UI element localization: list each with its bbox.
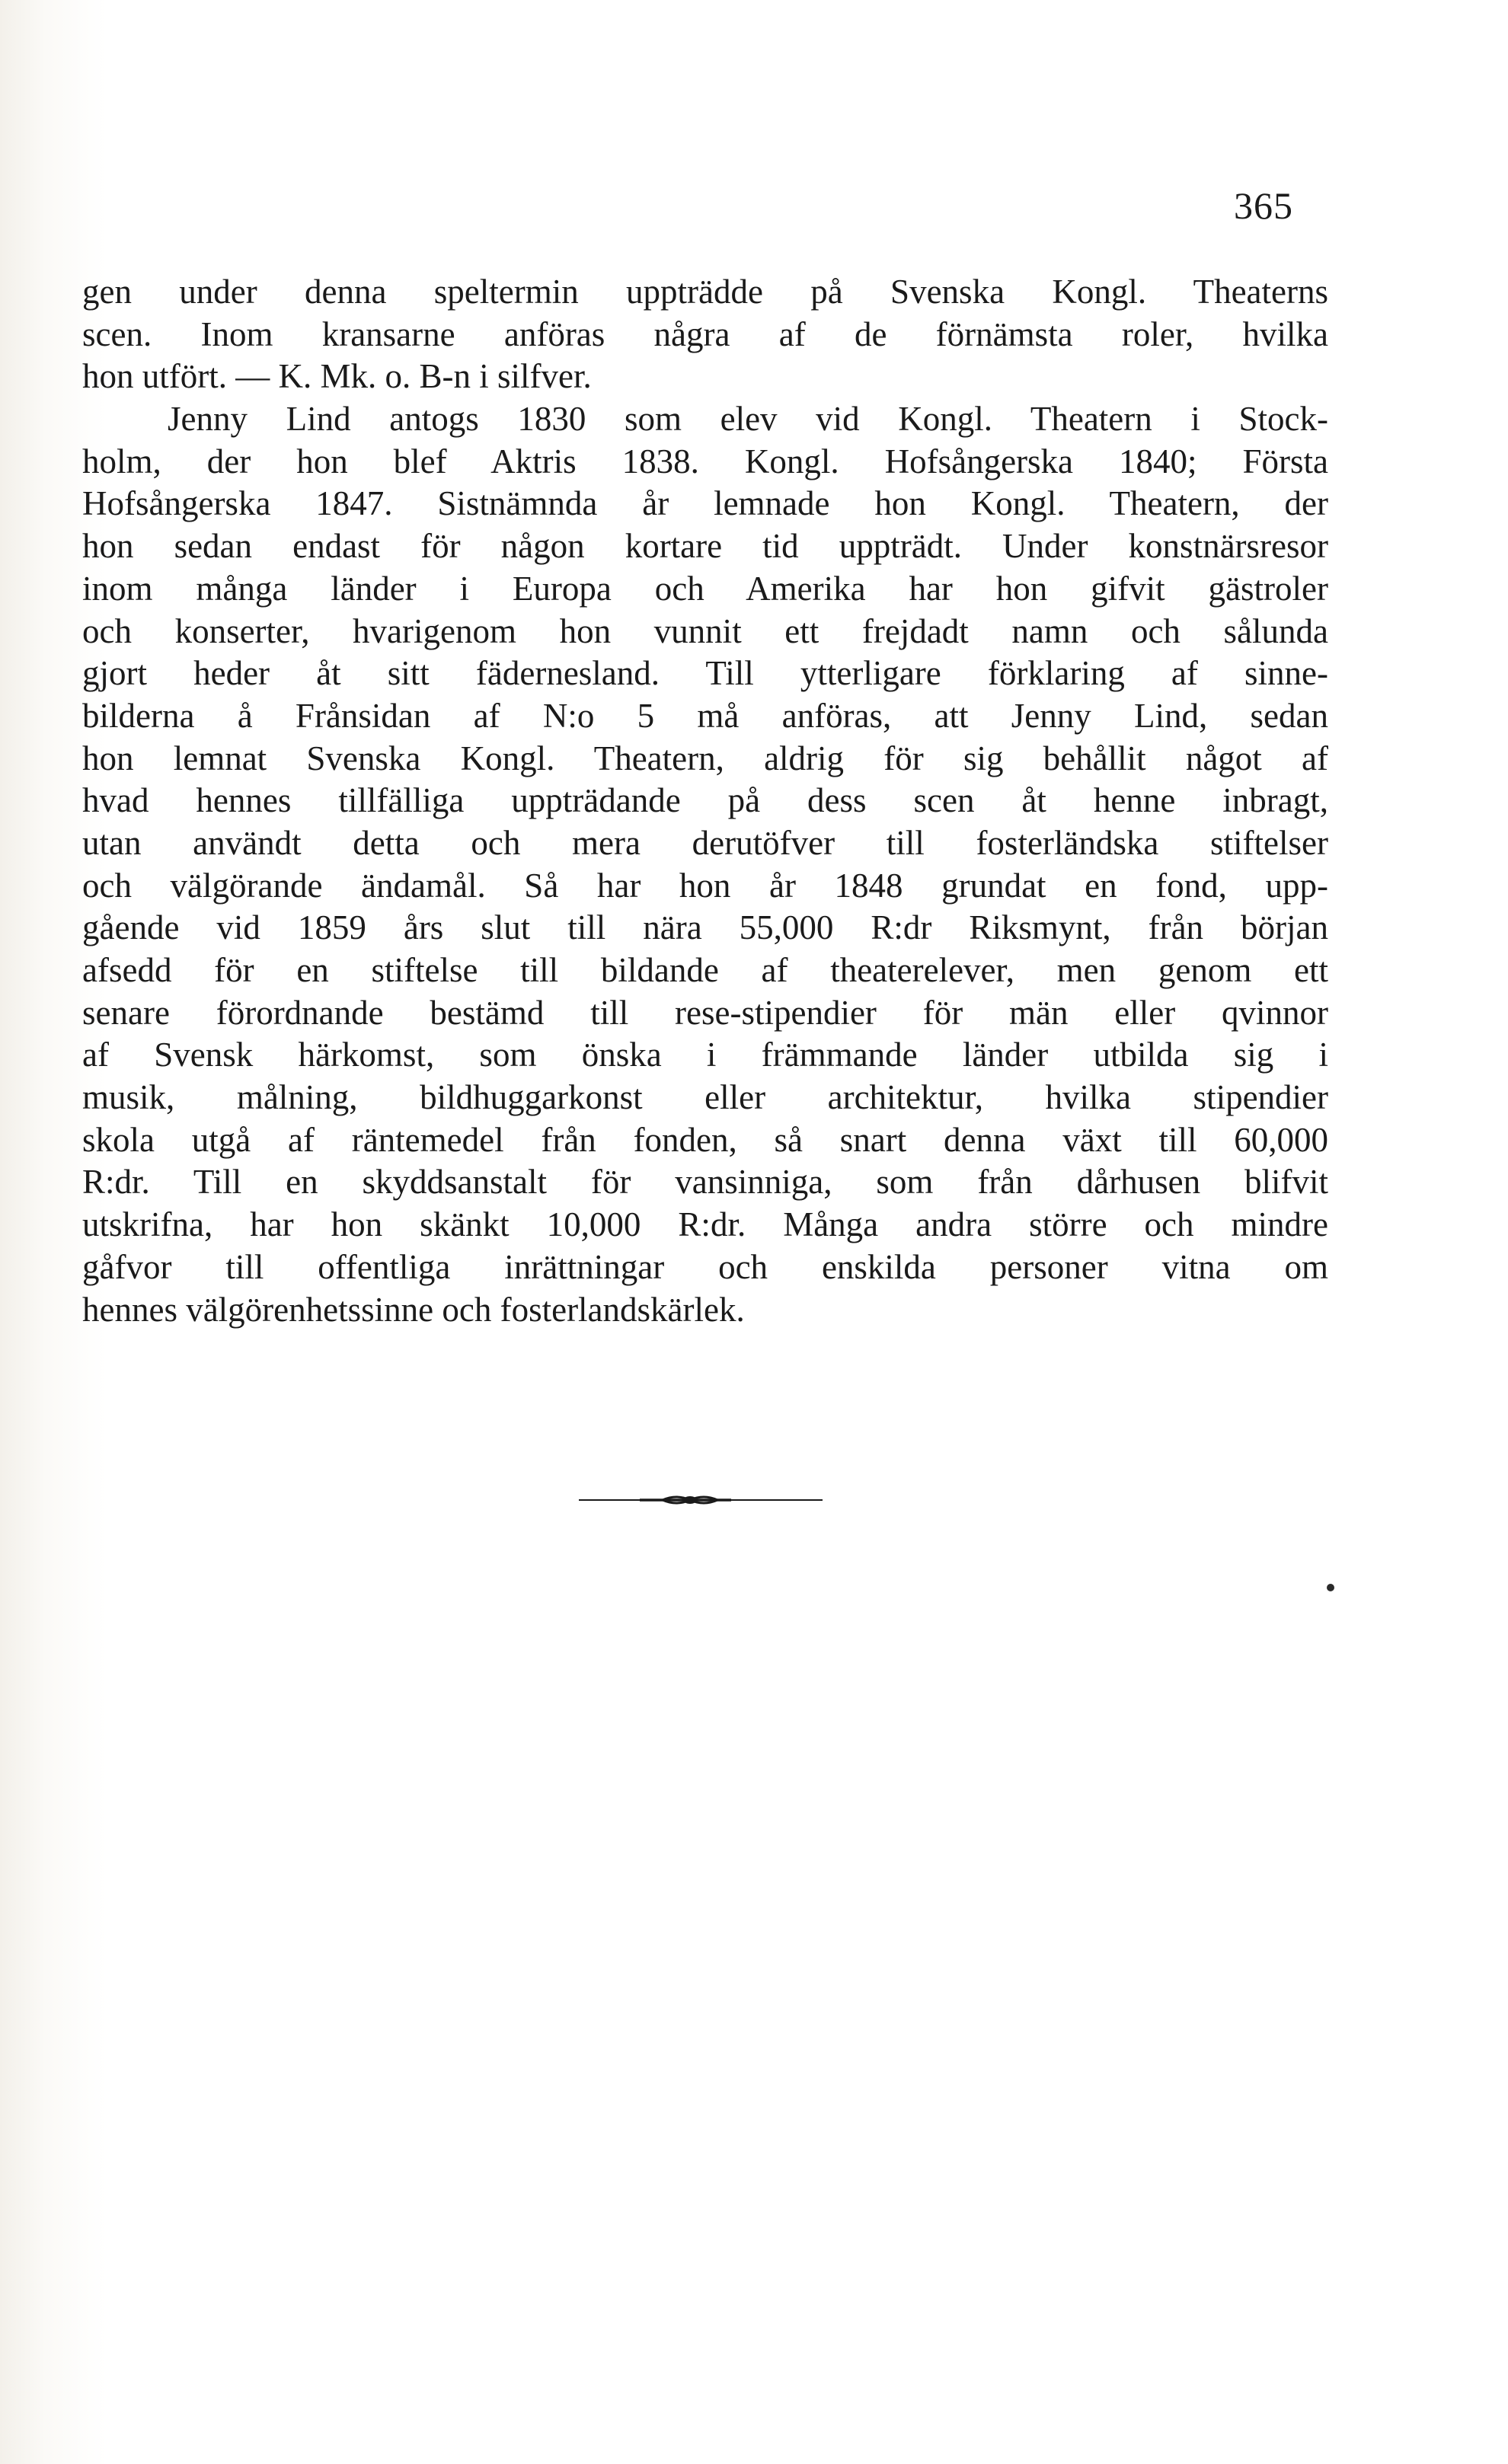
text-line: af Svensk härkomst, som önska i främmande länder utbilda sig i <box>82 1036 1328 1074</box>
text-line: och konserter, hvarigenom hon vunnit ett frejdadt namn och sålunda <box>82 611 1328 650</box>
page-number: 365 <box>1234 184 1293 227</box>
text-line: gåfvor till offentliga inrättningar och enskilda personer vitna om <box>82 1247 1328 1286</box>
text-line: och välgörande ändamål. Så har hon år 1848 grundat en fond, upp- <box>82 866 1328 905</box>
text-line: inom många länder i Europa och Amerika har hon gifvit gästroler <box>82 569 1328 608</box>
text-line: musik, målning, bildhuggarkonst eller architektur, hvilka stipendier <box>82 1078 1328 1117</box>
text-line: R:dr. Till en skyddsanstalt för vansinniga, som från dårhusen blifvit <box>82 1163 1328 1202</box>
text-line: gen under denna speltermin uppträdde på Svenska Kongl. Theaterns <box>82 273 1328 311</box>
text-line: skola utgå af räntemedel från fonden, så snart denna växt till 60,000 <box>82 1120 1328 1159</box>
text-line: gjort heder åt sitt fädernesland. Till ytterligare förklaring af sinne- <box>82 654 1328 693</box>
text-line: utskrifna, har hon skänkt 10,000 R:dr. Många andra större och mindre <box>82 1205 1328 1244</box>
text-line: gående vid 1859 års slut till nära 55,000 R:dr Riksmynt, från början <box>82 908 1328 947</box>
text-line: hvad hennes tillfälliga uppträdande på dess scen åt henne inbragt, <box>82 781 1328 820</box>
text-line: holm, der hon blef Aktris 1838. Kongl. Hofsångerska 1840; Första <box>82 442 1328 480</box>
ink-speck <box>1325 1582 1336 1593</box>
text-line: Hofsångerska 1847. Sistnämnda år lemnade hon Kongl. Theatern, der <box>82 484 1328 523</box>
text-line: bilderna å Frånsidan af N:o 5 må anföras, att Jenny Lind, sedan <box>82 696 1328 735</box>
text-line: scen. Inom kransarne anföras några af de förnämsta roler, hvilka <box>82 314 1328 353</box>
text-line: hon utfört. — K. Mk. o. B-n i silfver. <box>82 357 592 396</box>
text-line: afsedd för en stiftelse till bildande af theaterelever, men genom ett <box>82 951 1328 989</box>
text-line: hennes välgörenhetssinne och fosterlandskärlek. <box>82 1290 745 1329</box>
text-line: Jenny Lind antogs 1830 som elev vid Kongl. Theatern i Stock- <box>168 400 1328 439</box>
end-ornament <box>579 1492 823 1508</box>
body-text <box>82 271 1328 1331</box>
text-line: utan användt detta och mera derutöfver till fosterländska stiftelser <box>82 823 1328 862</box>
text-line: hon sedan endast för någon kortare tid uppträdt. Under konstnärsresor <box>82 527 1328 566</box>
text-line: hon lemnat Svenska Kongl. Theatern, aldrig för sig behållit något af <box>82 739 1328 777</box>
text-line: senare förordnande bestämd till rese-stipendier för män eller qvinnor <box>82 993 1328 1032</box>
